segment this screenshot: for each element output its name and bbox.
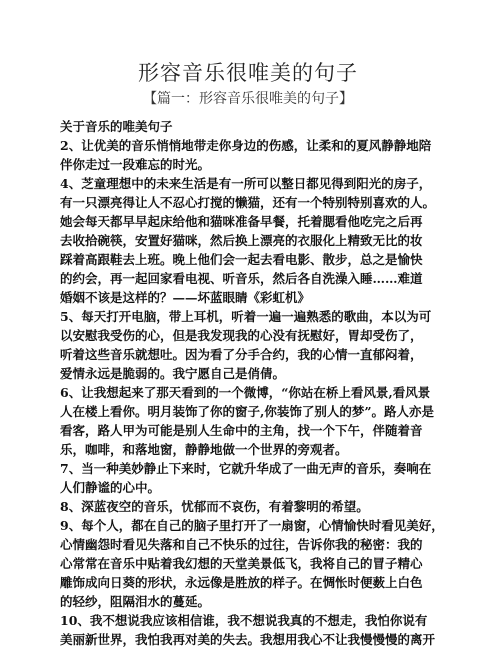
text-line: 的轻纱，阻隔泪水的蔓延。 [60,594,211,609]
text-line: 听着这些音乐就想吐。因为看了分手合约，我的心情一直郁闷着， [60,347,423,362]
text-line: 心常常在音乐中贴着我幻想的天堂美景低飞，我将自己的冒子精心 [60,556,423,571]
body-text [60,117,460,649]
text-line: 有一只漂亮得让人不忍心打搅的懒猫，还有一个特别特别喜欢的人。 [60,195,436,210]
section-subtitle: 【篇一：形容音乐很唯美的句子】 [143,91,353,107]
text-line: 她会每天都早早起床给他和猫咪准备早餐，托着腮看他吃完之后再 [60,214,423,229]
text-line: 踩着高跟鞋去上班。晚上他们会一起去看电影、散步，总之是愉快 [60,252,423,267]
text-line: 9、每个人，都在自己的脑子里打开了一扇窗，心情愉快时看见美好， [60,518,444,533]
text-line: 美丽新世界，我怕我再对美的失去。我想用我心不让我慢慢慢的离开 [60,632,436,647]
text-line: 的约会，再一起回家看电视、听音乐，然后各自洗澡入睡……难道 [60,271,423,286]
text-line: 2、让优美的音乐悄悄地带走你身边的伤感，让柔和的夏风静静地陪 [60,138,432,153]
text-line: 伴你走过一段难忘的时光。 [60,157,211,172]
text-line: 看客，路人甲为可能是别人生命中的主角，找一个下午，伴随着音 [60,423,423,438]
text-line: 人在楼上看你。明月装饰了你的窗子,你装饰了别人的梦”。路人亦是 [60,404,435,419]
text-line: 爱情永远是脆弱的。我宁愿自己是俏倩。 [60,366,286,381]
text-line: 关于音乐的唯美句子 [60,119,173,134]
text-line: 8、深蓝夜空的音乐，忧郁而不哀伤，有着黎明的希望。 [60,499,369,514]
text-line: 4、芝童理想中的未来生活是有一所可以整日都见得到阳光的房子， [60,176,432,191]
text-line: 7、当一种美妙静止下来时，它就升华成了一曲无声的音乐，奏响在 [60,461,432,476]
text-line: 以安慰我受伤的心，但是我发现我的心没有抚慰好，胃却受伤了， [60,328,423,343]
text-line: 去收拾碗筷，安置好猫咪，然后换上漂亮的衣服化上精致无比的妆 [60,233,423,248]
text-line: 雕饰成向日葵的形状，永远像是胜放的样子。在惆怅时便薮上白色 [60,575,423,590]
text-line: 5、每天打开电脑，带上耳机，听着一遍一遍熟悉的歌曲，本以为可 [60,309,432,324]
text-line: 10、我不想说我应该相信谁，我不想说我真的不想走，我怕你说有 [60,613,428,628]
page-title: 形容音乐很唯美的句子 [138,61,358,85]
text-line: 人们静谧的心中。 [60,480,161,495]
text-line: 乐，咖啡，和落地窗，静静地做一个世界的旁观者。 [60,442,348,457]
text-line: 心情幽怨时看见失落和自己不快乐的过往，告诉你我的秘密：我的 [60,537,423,552]
text-line: 6、让我想起来了那天看到的一个微博，“你站在桥上看风景,看风景 [60,385,431,400]
text-line: 婚姻不该是这样的？——坏蓝眼睛《彩虹机》 [60,290,311,305]
